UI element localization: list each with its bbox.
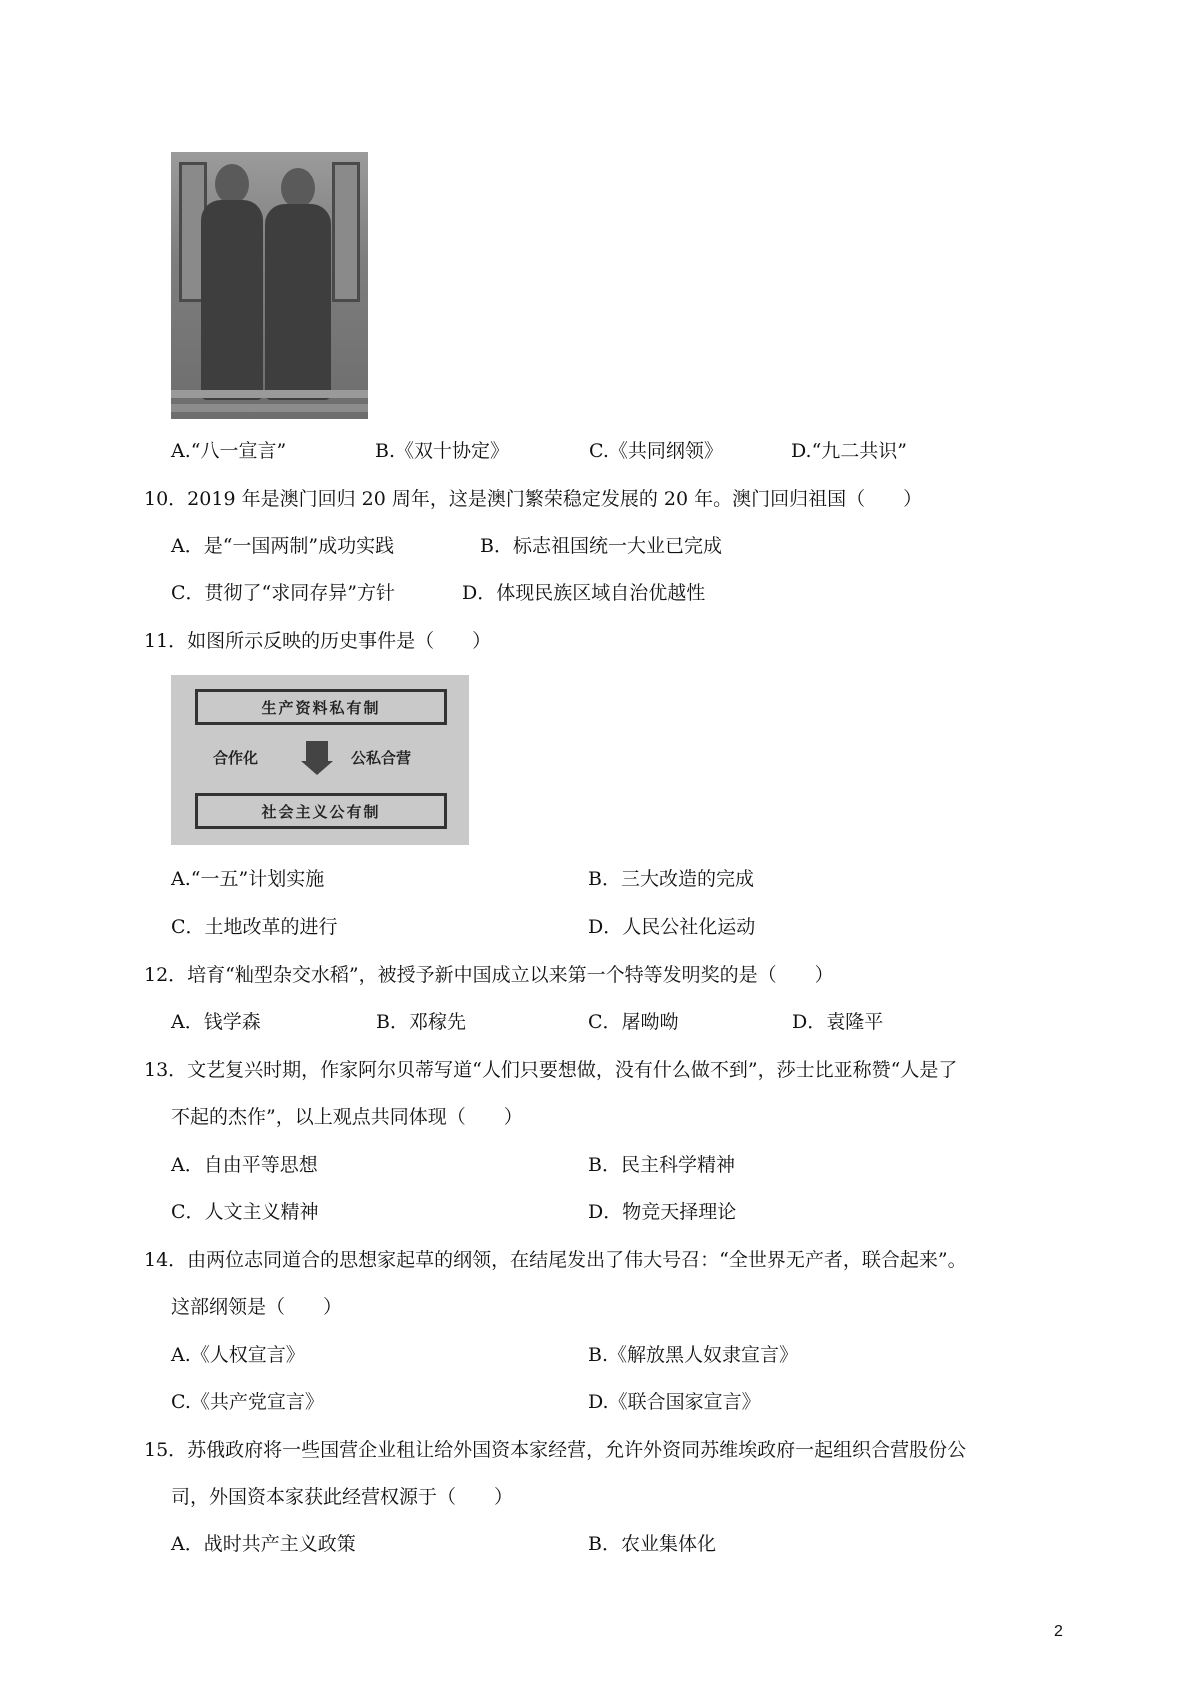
question-11-option-d: D．人民公社化运动 bbox=[588, 916, 756, 938]
question-13-stem-line-1: 13．文艺复兴时期，作家阿尔贝蒂写道“人们只要想做，没有什么做不到”，莎士比亚称赞“人是了 bbox=[144, 1059, 958, 1081]
question-13-option-a: A．自由平等思想 bbox=[171, 1154, 318, 1176]
diagram-left-label: 合作化 bbox=[213, 749, 259, 767]
question-15-option-b: B．农业集体化 bbox=[588, 1533, 716, 1555]
question-12-option-b: B．邓稼先 bbox=[376, 1011, 466, 1033]
question-14-option-b: B.《解放黑人奴隶宣言》 bbox=[588, 1344, 799, 1366]
question-10-option-d: D．体现民族区域自治优越性 bbox=[462, 582, 706, 604]
page-number: 2 bbox=[1054, 1623, 1063, 1640]
historical-photo bbox=[171, 152, 368, 419]
down-arrow-icon bbox=[306, 741, 328, 761]
diagram-top-box: 生产资料私有制 bbox=[195, 689, 447, 725]
question-13-option-d: D．物竞天择理论 bbox=[588, 1201, 737, 1223]
question-11-option-c: C．土地改革的进行 bbox=[171, 916, 338, 938]
question-10-option-c: C．贯彻了“求同存异”方针 bbox=[171, 582, 395, 604]
question-13-option-b: B．民主科学精神 bbox=[588, 1154, 735, 1176]
question-11-option-b: B．三大改造的完成 bbox=[588, 868, 754, 890]
option-c: C.《共同纲领》 bbox=[589, 440, 723, 462]
question-12-option-d: D．袁隆平 bbox=[792, 1011, 884, 1033]
question-11-stem: 11．如图所示反映的历史事件是（ ） bbox=[144, 630, 492, 652]
question-15-option-a: A．战时共产主义政策 bbox=[171, 1533, 356, 1555]
option-d: D.“九二共识” bbox=[791, 440, 908, 462]
question-10-option-a: A．是“一国两制”成功实践 bbox=[171, 535, 395, 557]
option-b: B.《双十协定》 bbox=[375, 440, 510, 462]
question-12-stem: 12．培育“籼型杂交水稻”，被授予新中国成立以来第一个特等发明奖的是（ ） bbox=[144, 964, 834, 986]
question-15-stem-line-2: 司，外国资本家获此经营权源于（ ） bbox=[171, 1486, 514, 1508]
question-14-option-a: A.《人权宣言》 bbox=[171, 1344, 305, 1366]
question-14-option-c: C.《共产党宣言》 bbox=[171, 1391, 324, 1413]
question-15-stem-line-1: 15．苏俄政府将一些国营企业租让给外国资本家经营，允许外资同苏维埃政府一起组织合营股份公 bbox=[144, 1439, 967, 1461]
question-10-stem: 10．2019 年是澳门回归 20 周年，这是澳门繁荣稳定发展的 20 年。澳门回归祖国（ ） bbox=[144, 488, 923, 510]
ownership-diagram bbox=[171, 675, 469, 845]
question-13-stem-line-2: 不起的杰作”，以上观点共同体现（ ） bbox=[171, 1106, 523, 1128]
question-12-option-a: A．钱学森 bbox=[171, 1011, 261, 1033]
diagram-right-label: 公私合营 bbox=[351, 749, 412, 767]
diagram-bottom-box: 社会主义公有制 bbox=[195, 793, 447, 829]
question-14-stem-line-2: 这部纲领是（ ） bbox=[171, 1296, 343, 1318]
question-14-stem-line-1: 14．由两位志同道合的思想家起草的纲领，在结尾发出了伟大号召：“全世界无产者，联合起来”。 bbox=[144, 1249, 967, 1271]
option-a: A.“八一宣言” bbox=[171, 440, 287, 462]
down-arrow-tip-icon bbox=[301, 761, 333, 775]
question-11-option-a: A.“一五”计划实施 bbox=[171, 868, 325, 890]
question-10-option-b: B．标志祖国统一大业已完成 bbox=[480, 535, 722, 557]
question-12-option-c: C．屠呦呦 bbox=[588, 1011, 679, 1033]
question-14-option-d: D.《联合国家宣言》 bbox=[588, 1391, 761, 1413]
question-13-option-c: C．人文主义精神 bbox=[171, 1201, 319, 1223]
